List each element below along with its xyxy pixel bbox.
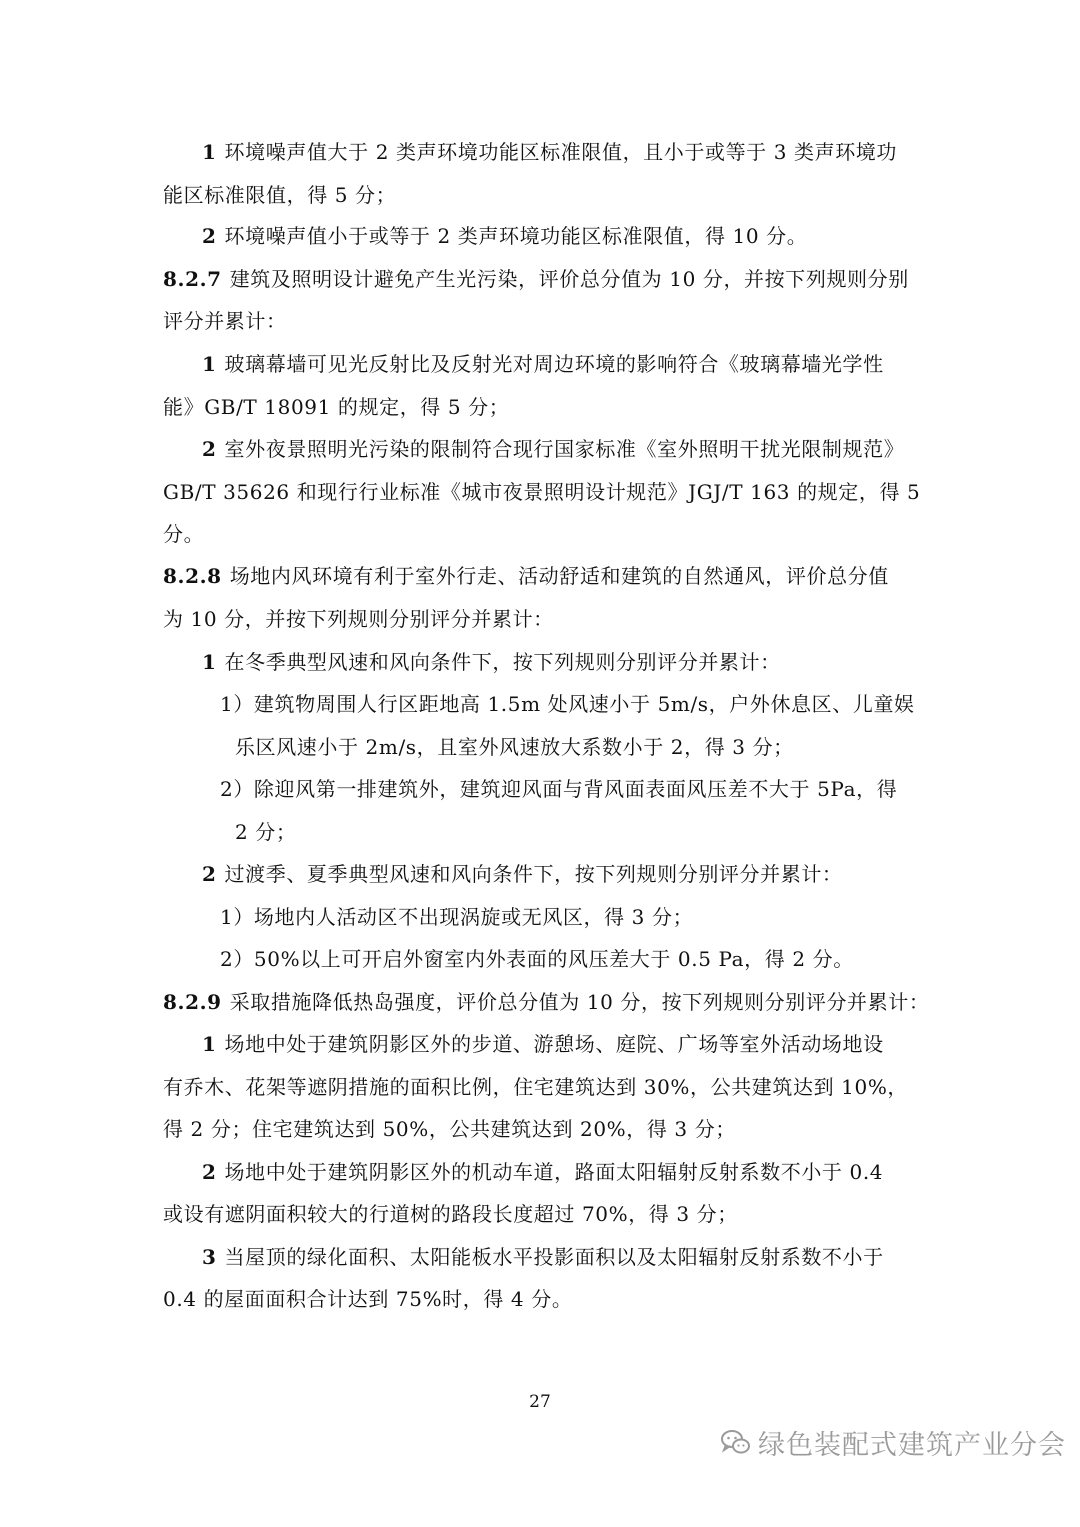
text-line: [220, 775, 897, 803]
clause-text: 建筑及照明设计避免产生光污染，评价总分值为 10 分，并按下列规则分别: [229, 267, 909, 291]
clause-number: 8.2.7: [163, 267, 222, 291]
clause-text: 在冬季典型风速和风向条件下，按下列规则分别评分并累计：: [224, 650, 781, 674]
text-line: [220, 690, 915, 718]
text-line: [202, 222, 807, 250]
text-line: [202, 1243, 884, 1271]
clause-text: 场地中处于建筑阴影区外的步道、游憩场、庭院、广场等室外活动场地设: [224, 1032, 884, 1056]
clause-number: 1: [202, 650, 217, 674]
watermark: [720, 1422, 1066, 1462]
text-line: [220, 945, 854, 973]
clause-text: 1）场地内人活动区不出现涡旋或无风区，得 3 分；: [220, 905, 694, 929]
clause-number: 3: [202, 1245, 217, 1269]
text-line: [163, 605, 554, 633]
wechat-icon: [720, 1426, 752, 1458]
clause-text: 当屋顶的绿化面积、太阳能板水平投影面积以及太阳辐射反射系数不小于: [224, 1245, 884, 1269]
text-line: [235, 733, 794, 761]
clause-number: 2: [202, 862, 217, 886]
text-line: [163, 1200, 738, 1228]
clause-text: 得 2 分；住宅建筑达到 50%，公共建筑达到 20%，得 3 分；: [163, 1117, 736, 1141]
clause-number: 1: [202, 1032, 217, 1056]
clause-text: 2 分；: [235, 820, 297, 844]
clause-text: 评分并累计：: [163, 309, 287, 333]
text-line: [163, 1115, 736, 1143]
clause-number: 2: [202, 1160, 217, 1184]
clause-number: 8.2.9: [163, 990, 222, 1014]
text-line: [163, 181, 396, 209]
page-number: 27: [529, 1392, 551, 1412]
text-line: [163, 393, 509, 421]
text-line: [202, 138, 897, 166]
text-line: [163, 1285, 572, 1313]
clause-text: 环境噪声值小于或等于 2 类声环境功能区标准限值，得 10 分。: [224, 224, 808, 248]
text-line: [202, 435, 904, 463]
clause-text: 有乔木、花架等遮阴措施的面积比例，住宅建筑达到 30%，公共建筑达到 10%，: [163, 1075, 909, 1099]
clause-number: 1: [202, 352, 217, 376]
clause-text: GB/T 35626 和现行行业标准《城市夜景照明设计规范》JGJ/T 163 的规定，得 5: [163, 480, 921, 504]
clause-text: 2）除迎风第一排建筑外，建筑迎风面与背风面表面风压差不大于 5Pa，得: [220, 777, 898, 801]
clause-text: 或设有遮阴面积较大的行道树的路段长度超过 70%，得 3 分；: [163, 1202, 738, 1226]
clause-text: 场地内风环境有利于室外行走、活动舒适和建筑的自然通风，评价总分值: [229, 564, 889, 588]
clause-text: 玻璃幕墙可见光反射比及反射光对周边环境的影响符合《玻璃幕墙光学性: [224, 352, 884, 376]
text-line: [163, 562, 889, 590]
clause-number: 2: [202, 437, 217, 461]
clause-text: 过渡季、夏季典型风速和风向条件下，按下列规则分别评分并累计：: [224, 862, 843, 886]
text-line: [163, 478, 920, 506]
clause-text: 室外夜景照明光污染的限制符合现行国家标准《室外照明干扰光限制规范》: [224, 437, 905, 461]
watermark-text: 绿色装配式建筑产业分会: [758, 1429, 1066, 1461]
text-line: [202, 350, 884, 378]
text-line: [235, 818, 296, 846]
clause-number: 1: [202, 140, 217, 164]
clause-text: 场地中处于建筑阴影区外的机动车道，路面太阳辐射反射系数不小于 0.4: [224, 1160, 884, 1184]
text-line: [163, 988, 929, 1016]
clause-text: 环境噪声值大于 2 类声环境功能区标准限值，且小于或等于 3 类声环境功: [224, 140, 898, 164]
text-line: [163, 520, 204, 548]
text-line: [202, 1030, 884, 1058]
clause-number: 8.2.8: [163, 564, 222, 588]
clause-text: 采取措施降低热岛强度，评价总分值为 10 分，按下列规则分别评分并累计：: [229, 990, 930, 1014]
clause-text: 能》GB/T 18091 的规定，得 5 分；: [163, 395, 510, 419]
text-line: [202, 1158, 883, 1186]
clause-text: 2）50%以上可开启外窗室内外表面的风压差大于 0.5 Pa，得 2 分。: [220, 947, 854, 971]
clause-text: 为 10 分，并按下列规则分别评分并累计：: [163, 607, 554, 631]
text-line: [202, 860, 843, 888]
text-line: [202, 648, 781, 676]
clause-text: 乐区风速小于 2m/s，且室外风速放大系数小于 2，得 3 分；: [235, 735, 794, 759]
text-line: [163, 265, 909, 293]
clause-text: 分。: [163, 522, 205, 546]
text-line: [163, 1073, 908, 1101]
clause-text: 能区标准限值，得 5 分；: [163, 183, 397, 207]
text-line: [163, 307, 287, 335]
text-line: [220, 903, 693, 931]
clause-number: 2: [202, 224, 217, 248]
clause-text: 0.4 的屋面面积合计达到 75%时，得 4 分。: [163, 1287, 573, 1311]
clause-text: 1）建筑物周围人行区距地高 1.5m 处风速小于 5m/s，户外休息区、儿童娱: [220, 692, 915, 716]
